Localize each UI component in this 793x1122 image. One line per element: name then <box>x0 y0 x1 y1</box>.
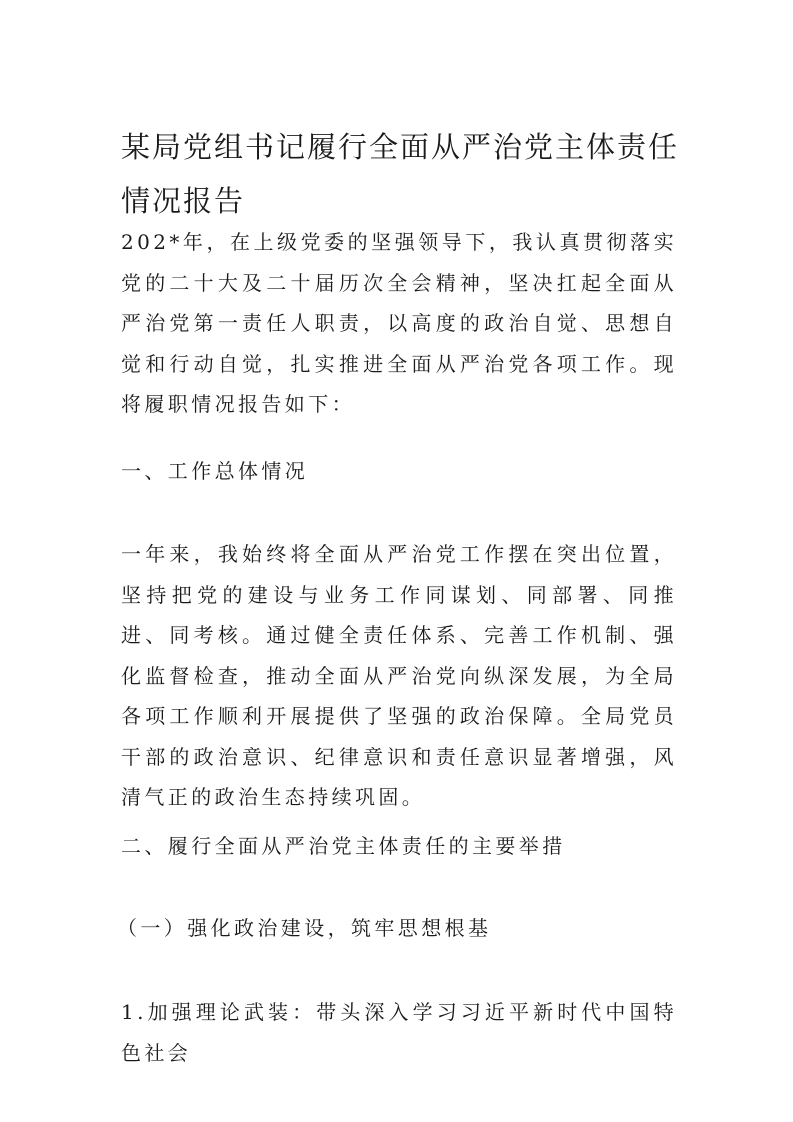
section-2-heading: 二、履行全面从严治党主体责任的主要举措 <box>121 834 566 858</box>
section-1-paragraph: 一年来，我始终将全面从严治党工作摆在突出位置，坚持把党的建设与业务工作同谋划、同部署、同推进、同考核。通过健全责任体系、完善工作机制、强化监督检查，推动全面从严治党向纵深发展，为全局各项工作顺利开展提供了坚强的政治保障。全局党员干部的政治意识、纪律意识和责任意识显著增强，风清气正的政治生态持续巩固。 <box>121 542 677 809</box>
document-title: 某局党组书记履行全面从严治党主体责任情况报告 <box>121 130 680 218</box>
section-1-heading: 一、工作总体情况 <box>121 459 309 483</box>
intro-paragraph: 202*年，在上级党委的坚强领导下，我认真贯彻落实党的二十大及二十届历次全会精神，坚决扛起全面从严治党第一责任人职责，以高度的政治自觉、思想自觉和行动自觉，扎实推进全面从严治党各项工作。现将履职情况报告如下： <box>121 230 677 416</box>
item-1-paragraph: 1.加强理论武装：带头深入学习习近平新时代中国特色社会 <box>121 1000 677 1065</box>
subsection-1-heading: （一）强化政治建设，筑牢思想根基 <box>117 916 492 940</box>
